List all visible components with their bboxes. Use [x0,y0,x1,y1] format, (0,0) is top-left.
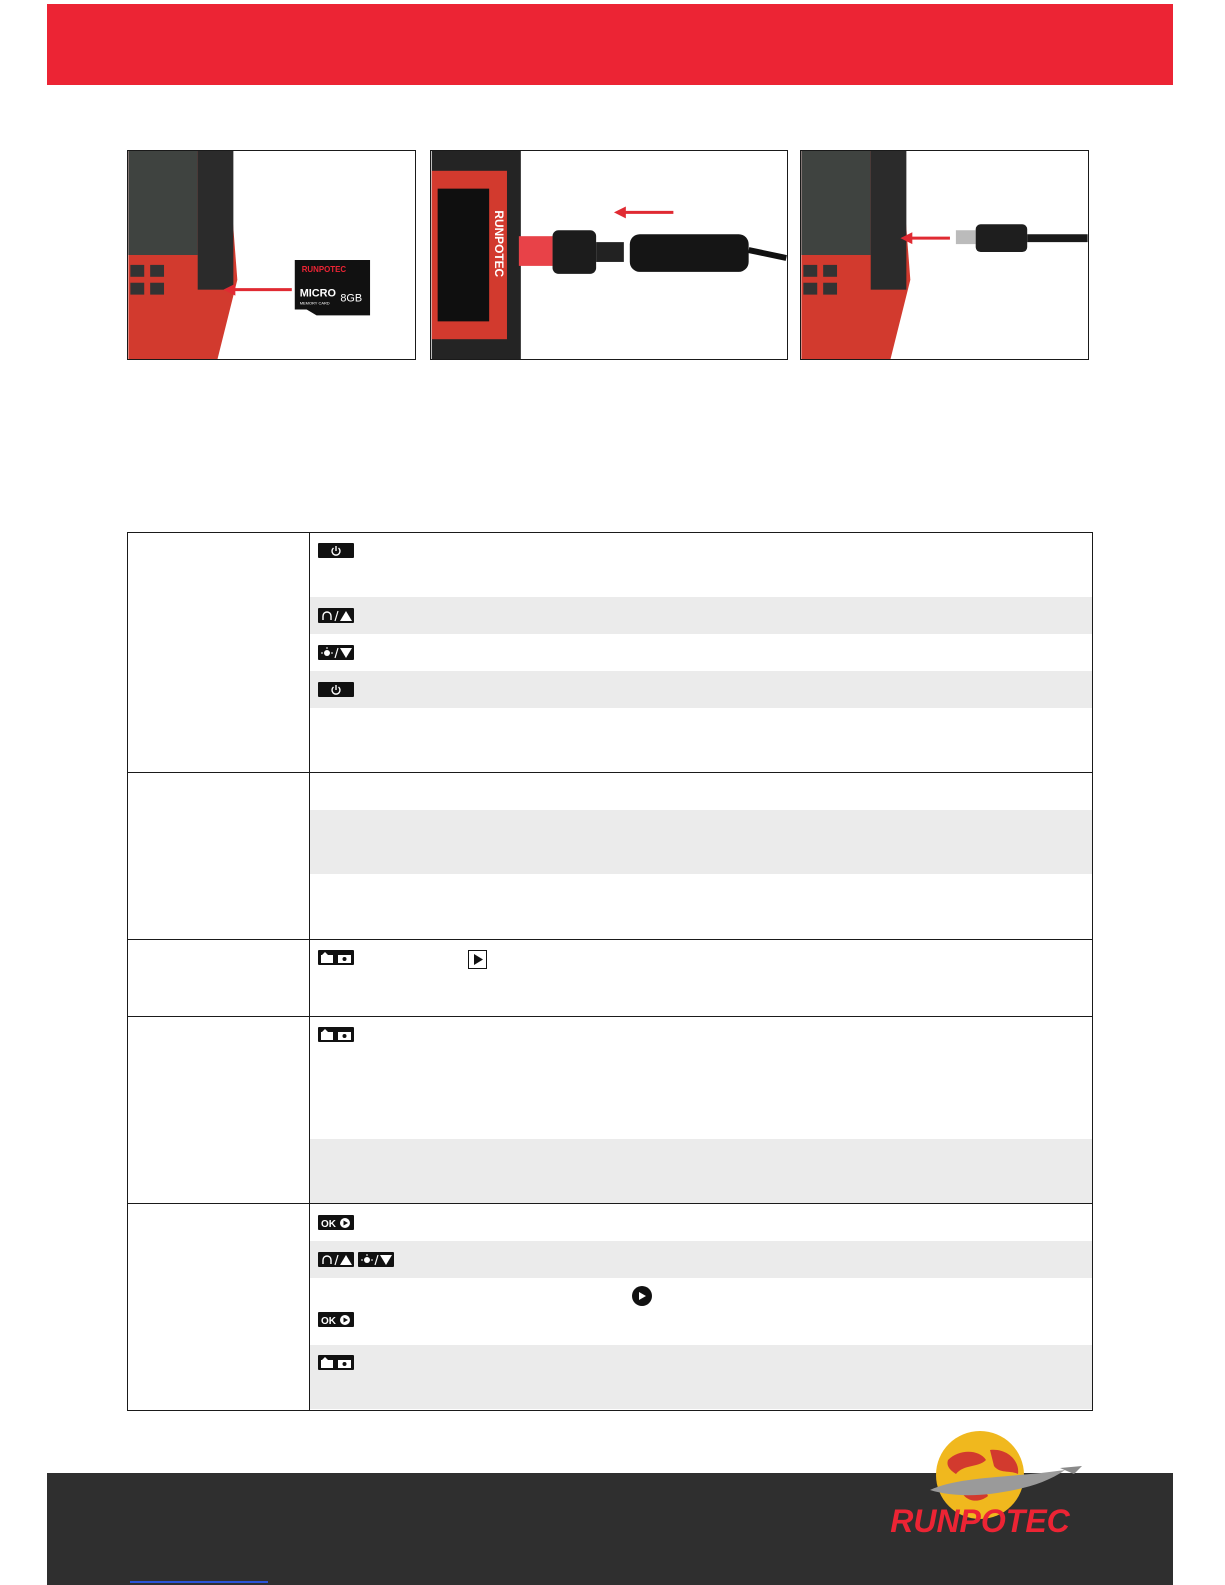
operations-table [127,532,1093,1411]
sd-card-photo [127,150,416,360]
rotate-up-icon [318,608,354,623]
ok-play-icon [318,1312,354,1327]
row-content-cell [310,533,1093,773]
instruction-line [310,810,1092,874]
svg-text:OK: OK [321,1315,336,1326]
play-icon [468,950,487,969]
globe-leopard-icon [860,1430,1100,1540]
power-icon [318,682,354,697]
rotate-up-icon [318,1252,354,1267]
table-row [128,533,1093,773]
usb-connection-illustration [801,151,1088,359]
brand-logo [860,1430,1100,1540]
card-line2-text: MEMORY CARD [299,300,330,306]
instruction-line [310,533,1092,597]
device-label-text: RUNPOTEC [492,210,507,278]
probe-connection-photo [430,150,788,360]
video-photo-capture-icon [318,1355,354,1370]
row-label-cell [128,533,310,773]
instruction-line [310,1278,1092,1345]
power-icon [318,543,354,558]
table-row [128,773,1093,940]
footer-link[interactable] [130,1581,268,1583]
play-icon [632,1286,652,1306]
sd-card-illustration [128,151,415,359]
instruction-line [310,773,1092,810]
row-content-cell [310,1204,1093,1411]
instruction-line [310,874,1092,938]
instruction-line [310,1139,1092,1203]
row-label-cell [128,1204,310,1411]
instruction-line [310,597,1092,634]
instruction-line [310,1345,1092,1409]
probe-connection-illustration [431,151,787,359]
row-label-cell [128,940,310,1017]
instruction-line [310,1017,1092,1139]
instruction-line [310,1204,1092,1241]
card-line1-text: MICRO [299,287,336,300]
row-content-cell [310,940,1093,1017]
card-size-text: 8GB [340,292,363,305]
instruction-line [310,671,1092,708]
light-down-icon [358,1252,394,1267]
table-row [128,940,1093,1017]
row-label-cell [128,773,310,940]
instruction-line [310,1241,1092,1278]
row-content-cell [310,1017,1093,1204]
svg-text:OK: OK [321,1218,336,1229]
instruction-line [310,634,1092,671]
table-row [128,1204,1093,1411]
table-row [128,1017,1093,1204]
instruction-line [310,708,1092,772]
row-label-cell [128,1017,310,1204]
card-brand-text: RUNPOTEC [301,264,347,274]
ok-play-icon [318,1215,354,1230]
header-bar [47,4,1173,85]
instruction-line [310,940,1092,1004]
logo-text: RUNPOTEC [890,1503,1070,1539]
video-photo-capture-icon [318,950,354,965]
light-down-icon [318,645,354,660]
video-photo-capture-icon [318,1027,354,1042]
usb-connection-photo [800,150,1089,360]
row-content-cell [310,773,1093,940]
